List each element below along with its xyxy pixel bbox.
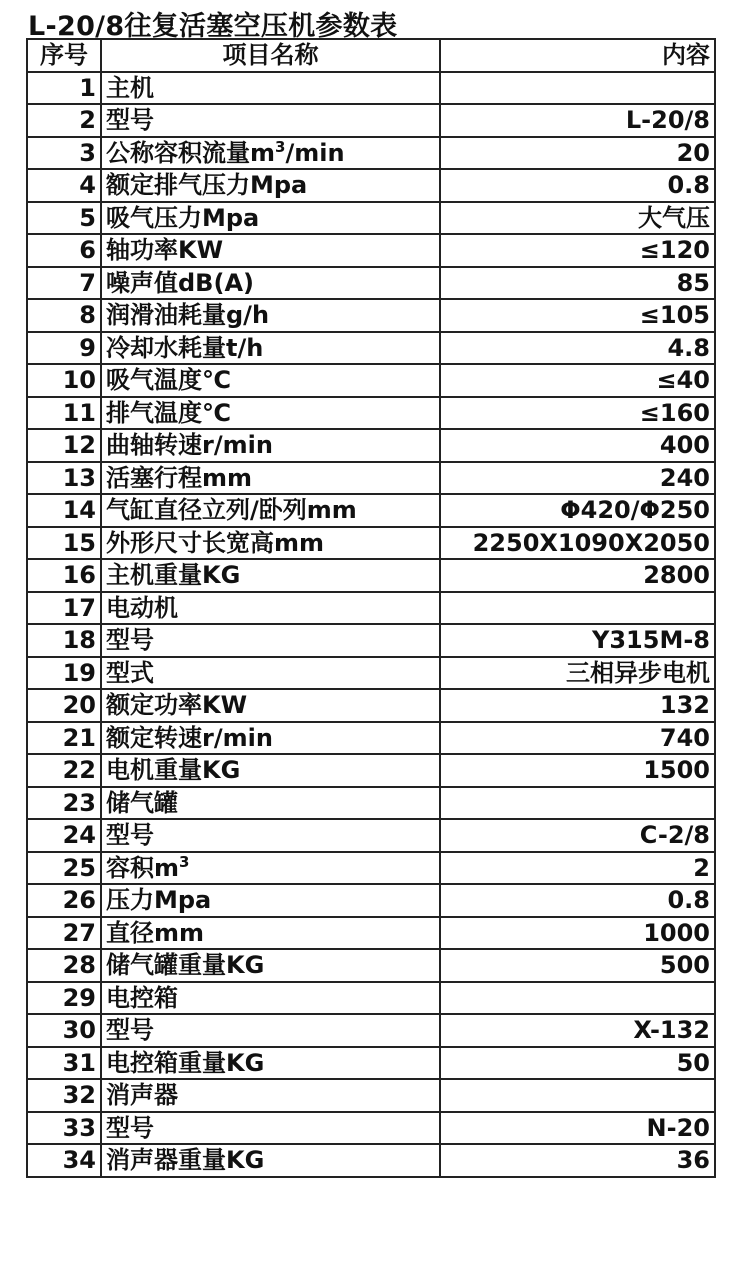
table-row: [27, 884, 715, 917]
row-item-name: 消声器重量KG: [101, 1144, 440, 1177]
row-item-name: 润滑油耗量g/h: [101, 299, 440, 332]
row-value: Y315M-8: [440, 624, 715, 657]
row-item-name: 吸气温度℃: [101, 364, 440, 397]
row-item-name: 曲轴转速r/min: [101, 429, 440, 462]
row-item-name: 电控箱重量KG: [101, 1047, 440, 1080]
row-value: 132: [440, 689, 715, 722]
table-row: [27, 1112, 715, 1145]
row-item-name: 外形尺寸长宽高mm: [101, 527, 440, 560]
row-index: 14: [27, 494, 101, 527]
row-item-name: 冷却水耗量t/h: [101, 332, 440, 365]
table-row: [27, 332, 715, 365]
table-row: [27, 624, 715, 657]
row-value: 三相异步电机: [440, 657, 715, 690]
table-row: [27, 592, 715, 625]
row-value: ≤105: [440, 299, 715, 332]
table-header-row: [27, 39, 715, 72]
parameter-table: [26, 38, 716, 1178]
row-value: 0.8: [440, 884, 715, 917]
row-index: 11: [27, 397, 101, 430]
row-item-name: 轴功率KW: [101, 234, 440, 267]
table-row: [27, 494, 715, 527]
header-index: 序号: [27, 39, 101, 72]
row-index: 25: [27, 852, 101, 885]
table-row: [27, 819, 715, 852]
row-index: 9: [27, 332, 101, 365]
row-value: Φ420/Φ250: [440, 494, 715, 527]
row-item-name: 型号: [101, 819, 440, 852]
row-value: C-2/8: [440, 819, 715, 852]
row-index: 6: [27, 234, 101, 267]
row-index: 3: [27, 137, 101, 170]
row-index: 30: [27, 1014, 101, 1047]
row-index: 19: [27, 657, 101, 690]
row-index: 27: [27, 917, 101, 950]
row-item-name: 型式: [101, 657, 440, 690]
row-value: [440, 787, 715, 820]
row-item-name: 型号: [101, 624, 440, 657]
row-item-name: 直径mm: [101, 917, 440, 950]
table-row: [27, 722, 715, 755]
row-item-name: 压力Mpa: [101, 884, 440, 917]
header-value: 内容: [440, 39, 715, 72]
table-row: [27, 397, 715, 430]
row-item-name: 排气温度℃: [101, 397, 440, 430]
row-value: 0.8: [440, 169, 715, 202]
row-item-name: 额定转速r/min: [101, 722, 440, 755]
row-index: 5: [27, 202, 101, 235]
row-item-name: 型号: [101, 104, 440, 137]
table-row: [27, 852, 715, 885]
table-row: [27, 1047, 715, 1080]
row-value: 36: [440, 1144, 715, 1177]
row-item-name: 储气罐重量KG: [101, 949, 440, 982]
row-index: 16: [27, 559, 101, 592]
page-title: L-20/8往复活塞空压机参数表: [28, 11, 398, 42]
row-item-name: 吸气压力Mpa: [101, 202, 440, 235]
table-row: [27, 429, 715, 462]
row-value: X-132: [440, 1014, 715, 1047]
row-value: ≤40: [440, 364, 715, 397]
row-item-name-suffix: /min: [285, 138, 345, 167]
table-row: [27, 787, 715, 820]
table-row: [27, 527, 715, 560]
row-value: 2: [440, 852, 715, 885]
row-index: 18: [27, 624, 101, 657]
row-item-name: 型号: [101, 1014, 440, 1047]
row-value: 500: [440, 949, 715, 982]
row-item-name: 储气罐: [101, 787, 440, 820]
row-index: 13: [27, 462, 101, 495]
row-index: 4: [27, 169, 101, 202]
table-row: [27, 949, 715, 982]
table-row: [27, 104, 715, 137]
row-item-name: 气缸直径立列/卧列mm: [101, 494, 440, 527]
table-row: [27, 559, 715, 592]
row-item-superscript: 3: [275, 137, 286, 156]
row-value: 1500: [440, 754, 715, 787]
row-value: [440, 1079, 715, 1112]
row-value: 大气压: [440, 202, 715, 235]
row-index: 28: [27, 949, 101, 982]
row-item-name: 噪声值dB(A): [101, 267, 440, 300]
table-row: [27, 657, 715, 690]
row-index: 7: [27, 267, 101, 300]
row-index: 1: [27, 72, 101, 105]
row-value: 740: [440, 722, 715, 755]
row-index: 20: [27, 689, 101, 722]
row-index: 15: [27, 527, 101, 560]
row-item-name: 电机重量KG: [101, 754, 440, 787]
row-index: 23: [27, 787, 101, 820]
table-row: [27, 1144, 715, 1177]
table-row: [27, 689, 715, 722]
row-index: 17: [27, 592, 101, 625]
row-value: 240: [440, 462, 715, 495]
table-row: [27, 137, 715, 170]
row-item-name: 额定功率KW: [101, 689, 440, 722]
row-item-superscript: 3: [179, 852, 190, 871]
row-value: 4.8: [440, 332, 715, 365]
table-row: [27, 982, 715, 1015]
row-value: 85: [440, 267, 715, 300]
row-index: 2: [27, 104, 101, 137]
row-index: 29: [27, 982, 101, 1015]
row-item-name: [101, 137, 440, 170]
table-row: [27, 234, 715, 267]
row-item-name: 电控箱: [101, 982, 440, 1015]
table-row: [27, 1079, 715, 1112]
row-index: 8: [27, 299, 101, 332]
table-row: [27, 917, 715, 950]
table-row: [27, 202, 715, 235]
row-value: [440, 982, 715, 1015]
row-value: 20: [440, 137, 715, 170]
row-value: 2800: [440, 559, 715, 592]
row-value: 2250X1090X2050: [440, 527, 715, 560]
row-index: 21: [27, 722, 101, 755]
table-row: [27, 169, 715, 202]
header-item: 项目名称: [101, 39, 440, 72]
row-index: 12: [27, 429, 101, 462]
row-item-name-text: 公称容积流量m: [106, 138, 276, 167]
row-index: 10: [27, 364, 101, 397]
row-index: 24: [27, 819, 101, 852]
row-value: ≤120: [440, 234, 715, 267]
table-row: [27, 72, 715, 105]
row-value: N-20: [440, 1112, 715, 1145]
row-item-name: 电动机: [101, 592, 440, 625]
row-item-name: [101, 852, 440, 885]
row-value: L-20/8: [440, 104, 715, 137]
row-index: 31: [27, 1047, 101, 1080]
row-value: [440, 592, 715, 625]
row-item-name: 型号: [101, 1112, 440, 1145]
row-item-name: 主机: [101, 72, 440, 105]
table-row: [27, 754, 715, 787]
row-value: [440, 72, 715, 105]
table-row: [27, 267, 715, 300]
row-index: 26: [27, 884, 101, 917]
row-item-name: 活塞行程mm: [101, 462, 440, 495]
row-index: 32: [27, 1079, 101, 1112]
row-item-name: 主机重量KG: [101, 559, 440, 592]
row-index: 22: [27, 754, 101, 787]
row-item-name: 额定排气压力Mpa: [101, 169, 440, 202]
table-row: [27, 364, 715, 397]
table-row: [27, 299, 715, 332]
table-row: [27, 462, 715, 495]
row-item-name: 消声器: [101, 1079, 440, 1112]
row-value: 1000: [440, 917, 715, 950]
table-row: [27, 1014, 715, 1047]
row-item-name-text: 容积m: [106, 853, 180, 882]
row-value: 400: [440, 429, 715, 462]
row-value: ≤160: [440, 397, 715, 430]
row-value: 50: [440, 1047, 715, 1080]
row-index: 34: [27, 1144, 101, 1177]
row-index: 33: [27, 1112, 101, 1145]
